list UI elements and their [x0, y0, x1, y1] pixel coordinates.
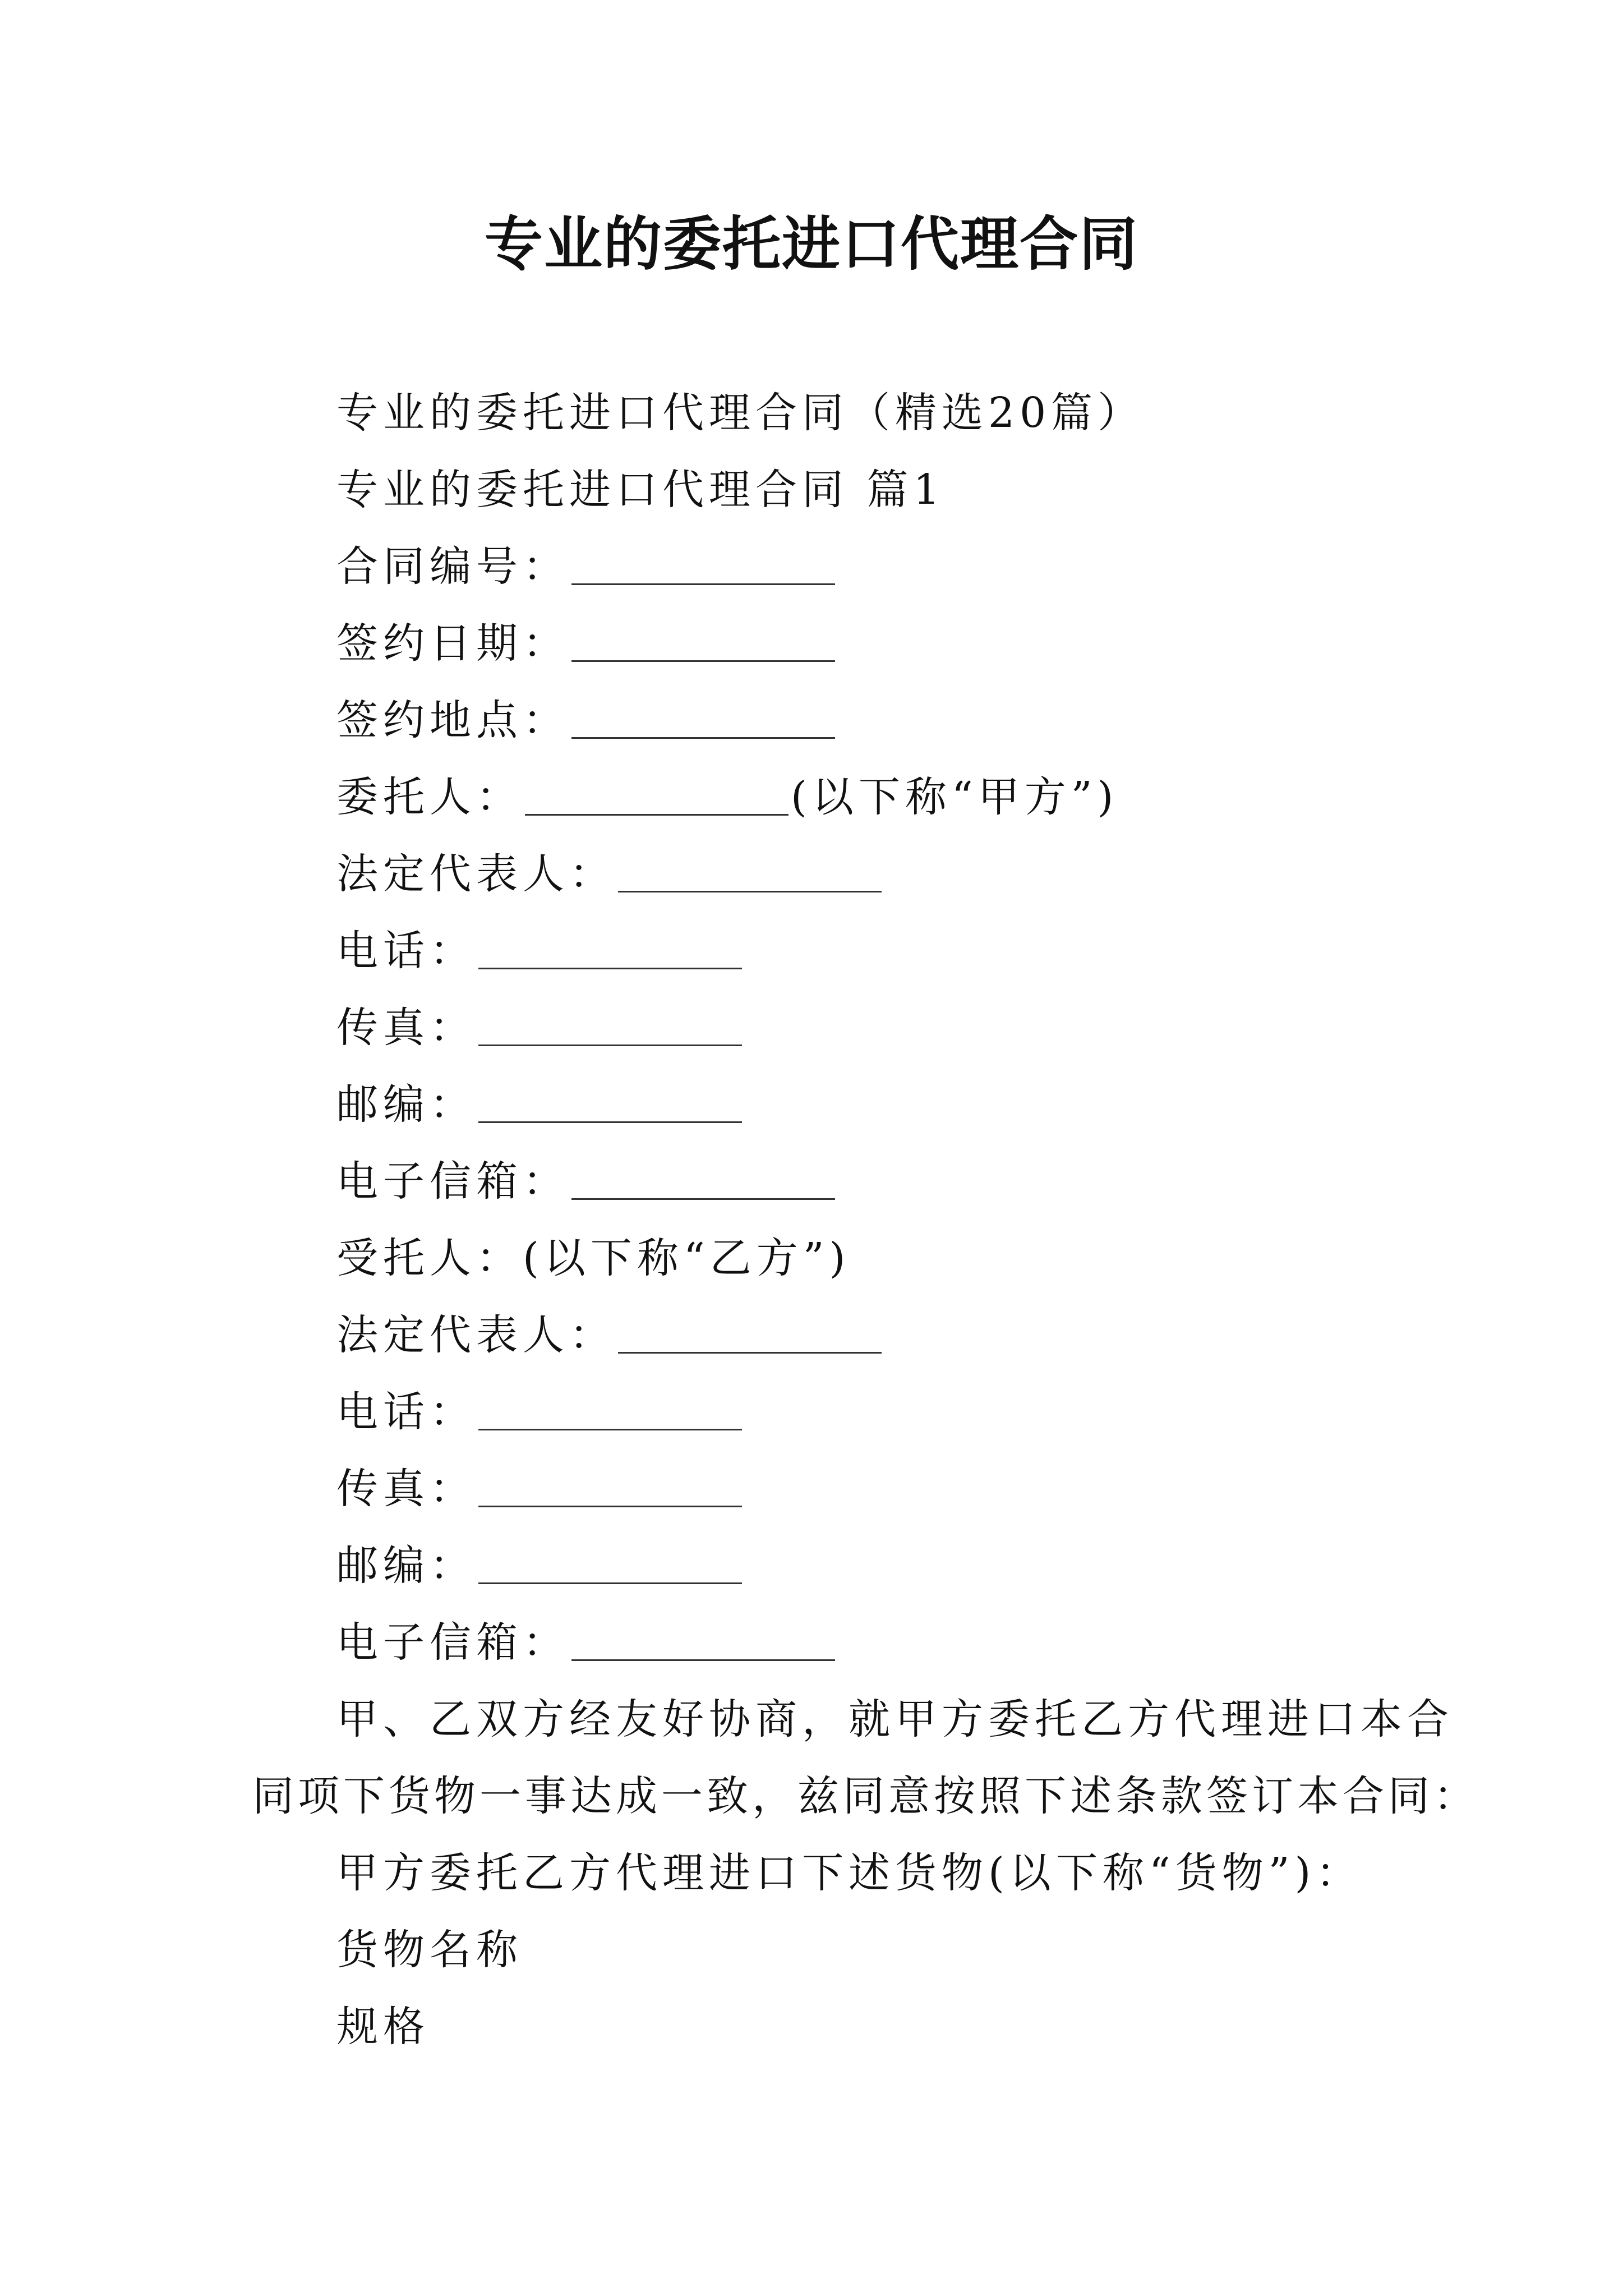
blank-underline: [478, 934, 742, 969]
goods-spec-label: 规格: [336, 2003, 430, 2051]
party-b-postcode-field: [252, 1527, 1385, 1604]
field-label: 邮编：: [336, 1080, 476, 1129]
document-title: 专业的委托进口代理合同: [484, 210, 1138, 278]
blank-underline: [618, 857, 882, 892]
agreement-paragraph-line1: 甲、乙双方经友好协商，就甲方委托乙方代理进口本合: [336, 1695, 1454, 1743]
blank-underline: [478, 1549, 742, 1584]
blank-underline: [571, 1165, 835, 1200]
contract-number-field: [252, 528, 1385, 605]
agreement-paragraph-line2: 同项下货物一事达成一致，兹同意按照下述条款签订本合同：: [252, 1772, 1479, 1820]
field-label: 合同编号：: [336, 542, 569, 591]
blank-underline: [478, 1088, 742, 1123]
party-b-phone-field: [252, 1374, 1385, 1451]
goods-name-label: 货物名称: [336, 1926, 523, 1974]
party-a-representative-field: [252, 836, 1385, 913]
field-label: 传真：: [336, 1465, 476, 1513]
field-label: 法定代表人：: [336, 1311, 616, 1359]
field-label: 传真：: [336, 1004, 476, 1052]
blank-underline: [478, 1011, 742, 1046]
party-a-postcode-field: [252, 1066, 1385, 1143]
blank-underline: [525, 780, 789, 816]
blank-underline: [571, 627, 835, 662]
sign-place-field: [252, 682, 1385, 759]
party-b-email-field: [252, 1604, 1385, 1681]
party-b-representative-field: [252, 1297, 1385, 1374]
blank-underline: [478, 1395, 742, 1430]
agent-line: 受托人：(以下称“乙方”): [336, 1234, 851, 1282]
field-label: 电子信箱：: [336, 1157, 569, 1205]
field-label: 电话：: [336, 927, 476, 975]
party-a-email-field: [252, 1143, 1385, 1220]
field-note: (以下称“甲方”): [791, 773, 1119, 821]
party-a-phone-field: [252, 913, 1385, 990]
party-a-fax-field: [252, 990, 1385, 1066]
field-label: 签约地点：: [336, 696, 569, 744]
blank-underline: [571, 1626, 835, 1661]
sign-date-field: [252, 605, 1385, 682]
subtitle-line: 专业的委托进口代理合同（精选20篇）: [336, 389, 1145, 437]
blank-underline: [571, 550, 835, 585]
field-label: 委托人：: [336, 773, 523, 821]
blank-underline: [478, 1472, 742, 1507]
field-label: 电子信箱：: [336, 1618, 569, 1667]
field-label: 签约日期：: [336, 619, 569, 668]
section-heading: 专业的委托进口代理合同 篇1: [336, 466, 945, 514]
principal-field: [252, 759, 1385, 836]
document-body: [252, 375, 1479, 2065]
goods-intro-line: 甲方委托乙方代理进口下述货物(以下称“货物”)：: [336, 1849, 1363, 1897]
blank-underline: [571, 703, 835, 739]
field-label: 邮编：: [336, 1542, 476, 1590]
blank-underline: [618, 1318, 882, 1354]
party-b-fax-field: [252, 1451, 1385, 1527]
field-label: 法定代表人：: [336, 850, 616, 898]
field-label: 电话：: [336, 1388, 476, 1436]
